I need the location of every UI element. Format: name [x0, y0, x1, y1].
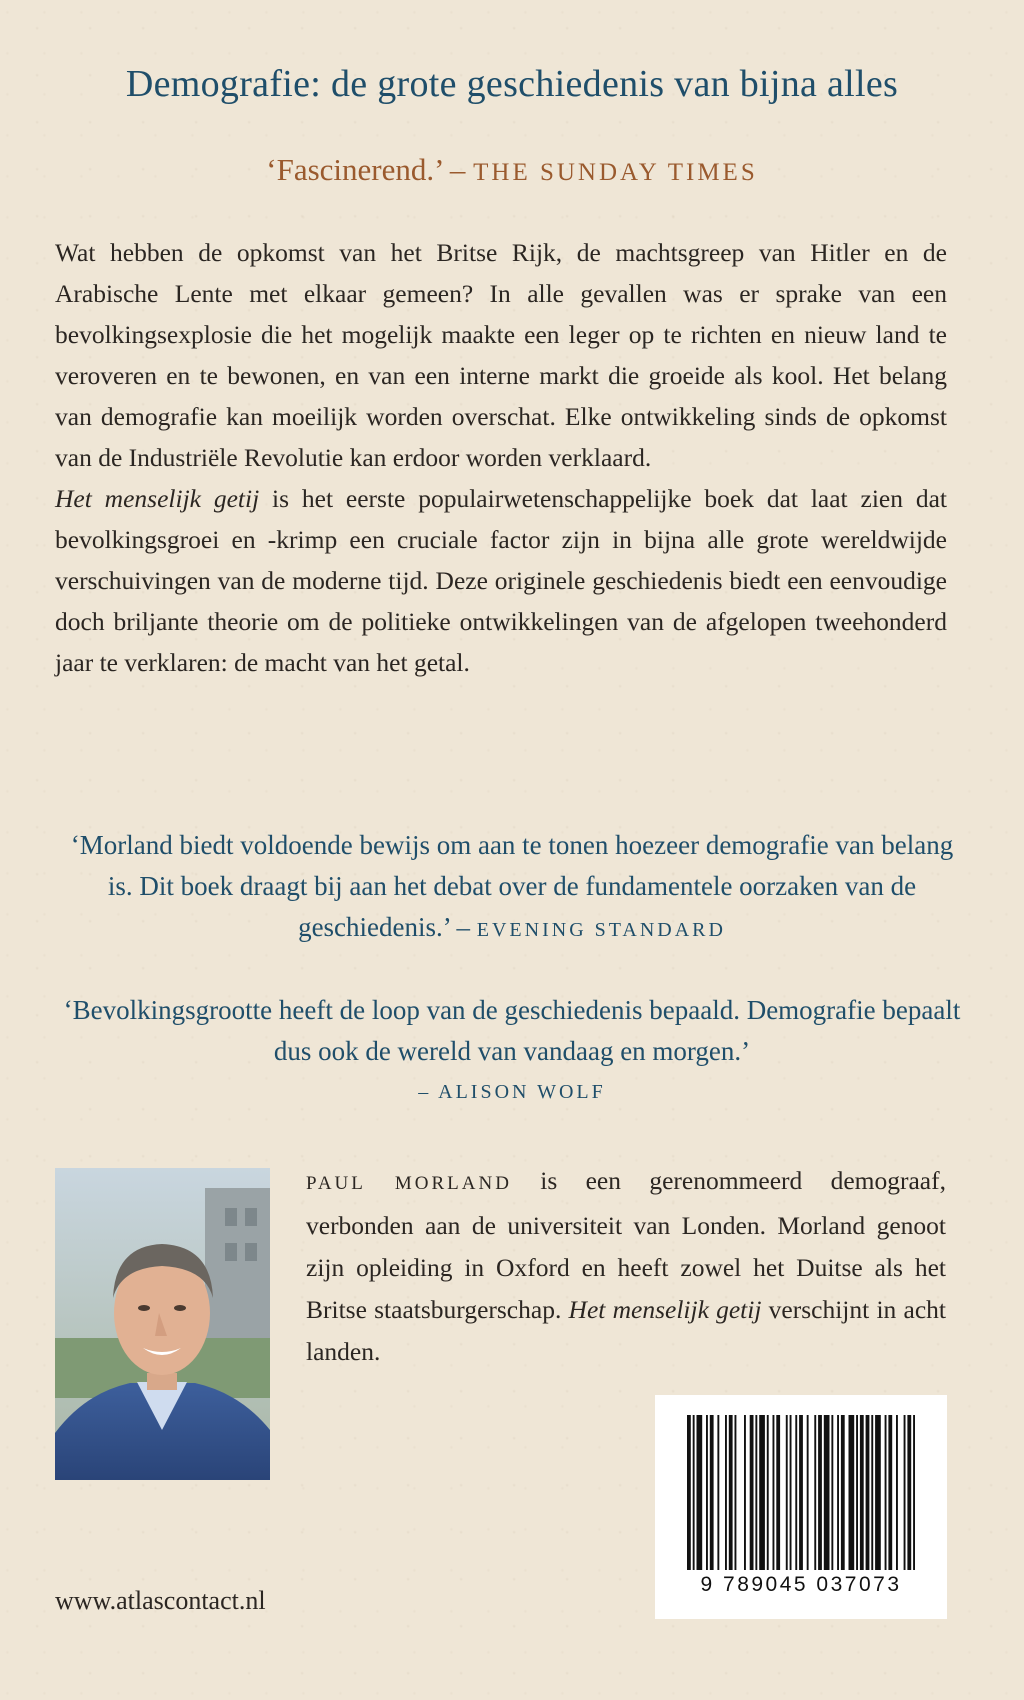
review-quote-2-text: ‘Bevolkingsgrootte heeft de loop van de geschiedenis bepaald. Demografie bepaalt dus ook de wereld van vandaag en morgen.’ [63, 995, 961, 1066]
barcode-bar [744, 1415, 746, 1570]
barcode-bar [841, 1415, 845, 1570]
isbn-number: 9 789045 037073 [700, 1573, 902, 1596]
barcode-bar [773, 1415, 775, 1570]
barcode-bar [818, 1415, 822, 1570]
barcode-bar [735, 1415, 737, 1570]
barcode-bar [849, 1415, 855, 1570]
barcode-bar [786, 1415, 788, 1570]
barcode-bar [725, 1415, 727, 1570]
barcode-bar [913, 1415, 915, 1570]
blurb-paragraph-2 [55, 478, 947, 683]
blurb [55, 232, 947, 683]
barcode-bar [888, 1415, 892, 1570]
barcode-bar [896, 1415, 898, 1570]
barcode-bar [875, 1415, 881, 1570]
barcode-bar [885, 1415, 887, 1570]
author-bio-book-title: Het menselijk getij [568, 1295, 762, 1324]
barcode-bar [790, 1415, 792, 1570]
barcode-bar [767, 1415, 769, 1570]
review-quote-1-source: EVENING STANDARD [476, 919, 726, 941]
barcode-bar [837, 1415, 839, 1570]
barcode-bars [687, 1415, 915, 1570]
tagline-quote: ‘Fascinerend.’ – [266, 152, 474, 187]
barcode-bar [907, 1415, 911, 1570]
barcode-bar [759, 1415, 765, 1570]
review-quote-2 [60, 990, 964, 1113]
barcode-bar [755, 1415, 757, 1570]
barcode-bar [697, 1415, 703, 1570]
barcode-bar [831, 1415, 833, 1570]
barcode-bar [856, 1415, 858, 1570]
author-name: PAUL MORLAND [306, 1173, 512, 1194]
barcode-bar [706, 1415, 708, 1570]
barcode-bar [710, 1415, 714, 1570]
publisher-website: www.atlascontact.nl [55, 1586, 266, 1615]
blurb-paragraph-2-text: is het eerste populairwetenschappelijke boek dat laat zien dat bevolkingsgroei en -krimp een cruciale factor zijn in bijna alle grote wereldwijde verschuivingen van de moderne tijd. Deze originele geschiedenis biedt een eenvoudige doch briljante theorie om de politieke ontwikkelingen van de afgelopen tweehonderd jaar te verklaren: de macht van het getal. [55, 484, 947, 677]
review-quote-1-text: ‘Morland biedt voldoende bewijs om aan te tonen hoezeer demografie van belang is. Dit boek draagt bij aan het debat over de fundamentele oorzaken van de geschiedenis.’ – [70, 830, 954, 942]
tagline-source: THE SUNDAY TIMES [473, 159, 758, 186]
author-bio [306, 1160, 946, 1373]
author-bio-text-1: is een gerenommeerd demograaf, verbonden aan de universiteit van Londen. Morland genoot zijn opleiding in Oxford en heeft zowel het Duitse als het Britse staatsburgerschap. [306, 1166, 946, 1324]
review-quote-2-source: – ALISON WOLF [418, 1081, 606, 1103]
barcode-bar [871, 1415, 873, 1570]
tagline [0, 152, 1024, 188]
barcode-bar [904, 1415, 906, 1570]
barcode-bar [807, 1415, 809, 1570]
barcode-bar [729, 1415, 733, 1570]
barcode-bar [799, 1415, 803, 1570]
author-bio-text-2: verschijnt in acht landen. [306, 1295, 946, 1366]
barcode-bar [814, 1415, 816, 1570]
headline: Demografie: de grote geschiedenis van bijna alles [125, 63, 899, 105]
barcode-bar [860, 1415, 864, 1570]
review-quote-1 [60, 825, 964, 951]
barcode-bar [824, 1415, 830, 1570]
barcode [655, 1395, 947, 1619]
barcode-bar [717, 1415, 719, 1570]
barcode-bar [750, 1415, 754, 1570]
barcode-bar [687, 1415, 691, 1570]
barcode-bar [693, 1415, 695, 1570]
blurb-paragraph-1: Wat hebben de opkomst van het Britse Rijk, de machtsgreep van Hitler en de Arabische Lente met elkaar gemeen? In alle gevallen was er sprake van een bevolkingsexplosie die het mogelijk maakte een leger op te richten en nieuw land te veroveren en te bewonen, en van een interne markt die groeide als kool. Het belang van demografie kan moeilijk worden overschat. Elke ontwikkeling sinds de opkomst van de Industriële Revolutie kan erdoor worden verklaard. [55, 238, 947, 472]
barcode-bar [866, 1415, 870, 1570]
barcode-bar [795, 1415, 797, 1570]
author-photo [55, 1168, 270, 1480]
barcode-bar [776, 1415, 780, 1570]
book-title: Het menselijk getij [55, 484, 260, 513]
